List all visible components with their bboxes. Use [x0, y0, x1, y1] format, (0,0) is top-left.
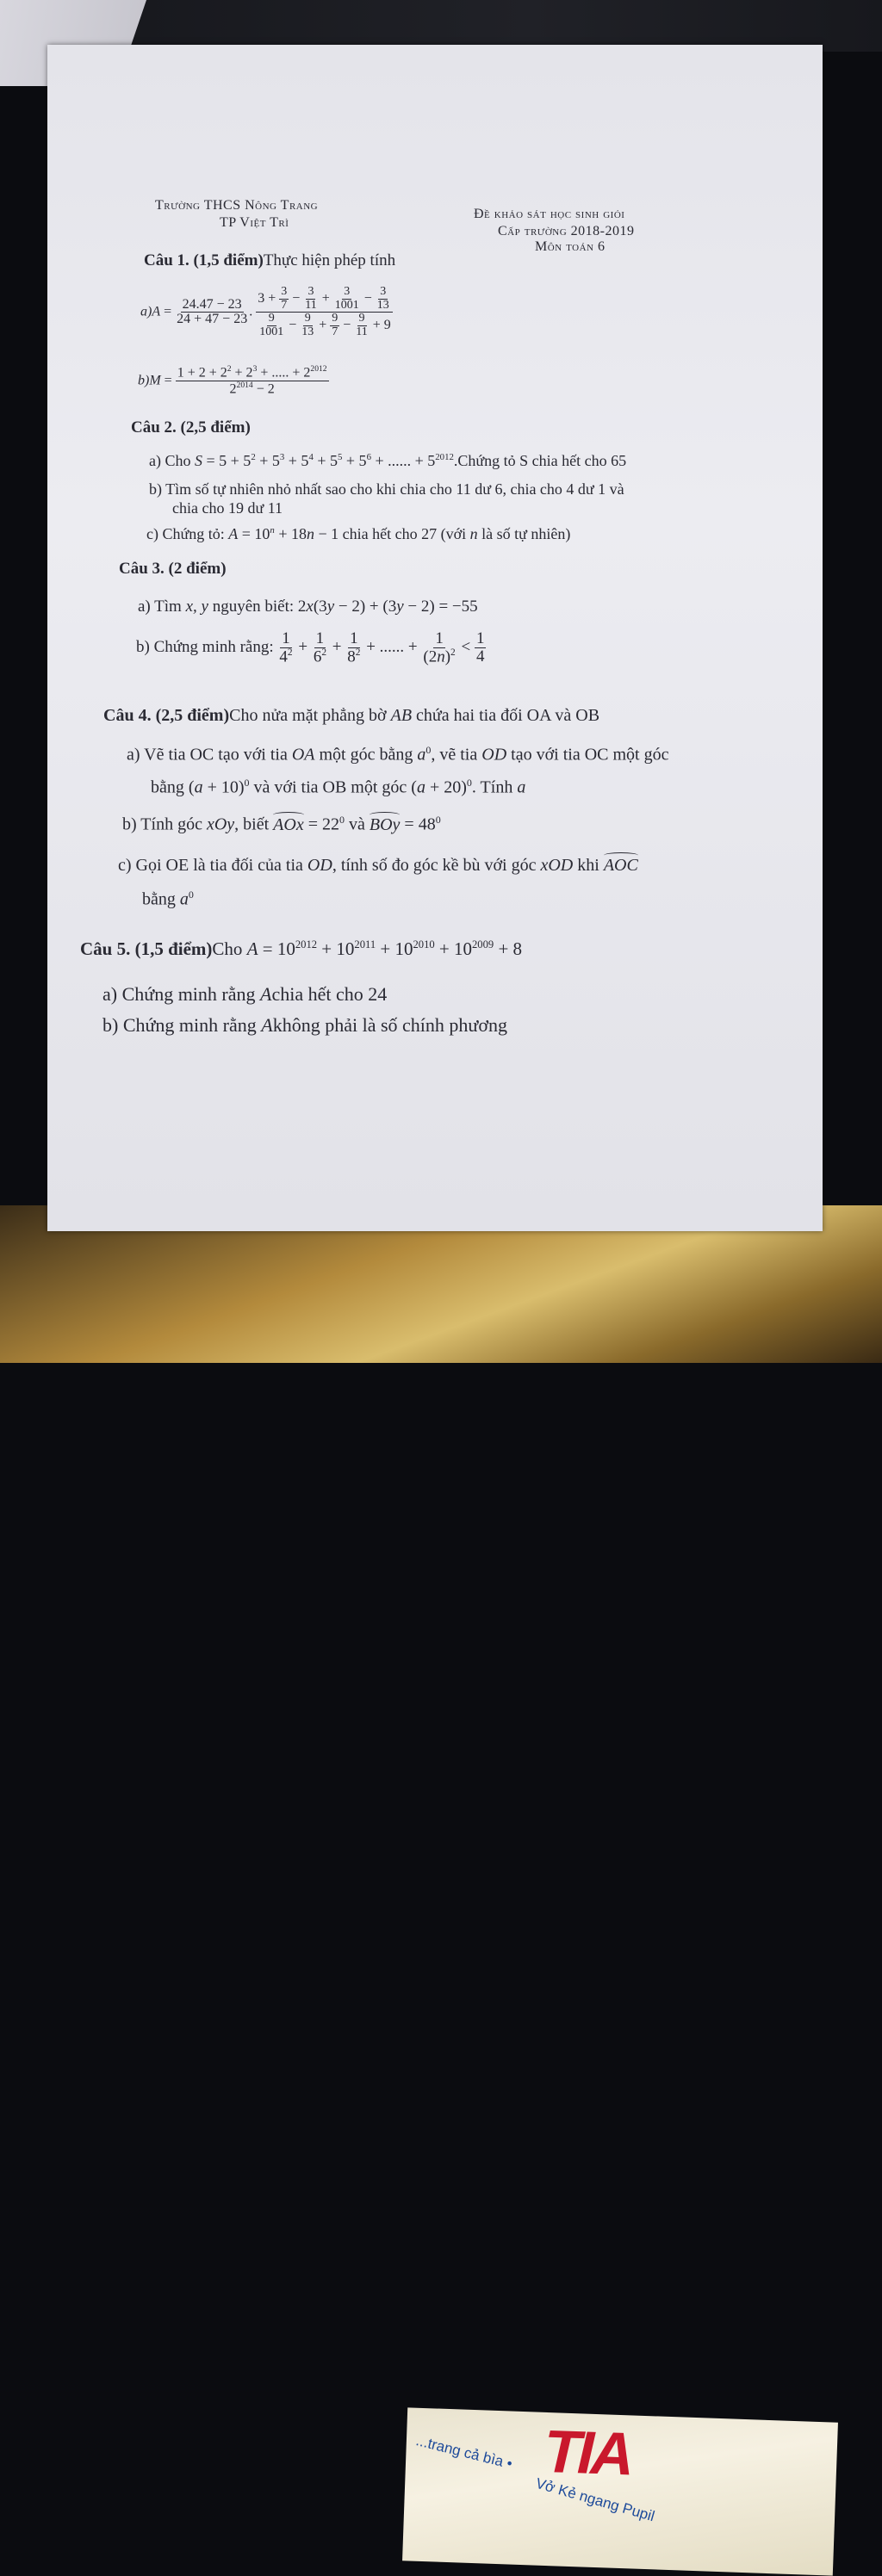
question-3b: b) Chứng minh rằng: $\frac{1}{4^2}$ + $\frac{1}{6^2}$ + $\frac{1}{8^2}$ + ...... + $\frac{1}{(2n)^2}$ < $\frac{1}{4}$: [136, 629, 485, 666]
question-4b: b) Tính góc xOy, biết AOx = $22^0$ và BOy = $48^0$: [122, 814, 441, 834]
question-1a-expression: a)A = $\frac{24.47 - 23}{24 + 47 - 23}$ . 3 + $\frac{3}{7}$ − $\frac{3}{11}$ + $\frac{3}{1001}$ − $\frac{3}{13}$ $\frac{9}{1001}$ − $\frac{9}{13}$ + $\frac{9}{7}$ − $\frac{9}{11}$ + 9: [140, 285, 391, 339]
question-2b-line2: chia cho 19 dư 11: [172, 499, 283, 517]
question-4c-line1: c) Gọi OE là tia đối của tia OD, tính số đo góc kề bù với góc xOD khi AOC: [118, 856, 638, 875]
exam-subject: Môn toán 6: [535, 239, 606, 254]
notebook-cover: [402, 2407, 838, 2575]
question-4a-line2: bằng $(a + 10)^0$ và với tia OB một góc $(a + 20)^0$. Tính a: [151, 777, 526, 797]
exam-level-year: Cấp trường 2018-2019: [498, 224, 635, 238]
city-name: TP Việt Trì: [220, 215, 289, 230]
question-5b: b) Chứng minh rằng Akhông phải là số chính phương: [102, 1014, 507, 1036]
school-name: Trường THCS Nông Trang: [155, 198, 319, 213]
exam-title: Đề khảo sát học sinh giỏi: [474, 207, 625, 221]
question-1b-expression: b)M = $\frac{1 + 2 + 2^2 + 2^3 + ..... + 2^{2012}}{2^{2014} - 2}$: [138, 364, 327, 397]
question-2c: c) Chứng tỏ: $A = 10^n + 18n - 1$ chia hết cho 27 (với n là số tự nhiên): [146, 525, 571, 542]
question-5-heading: Câu 5. (1,5 điểm)Cho $A = 10^{2012} + 10^{2011} + 10^{2010} + 10^{2009} + 8$: [80, 938, 523, 959]
question-4a-line1: a) Vẽ tia OC tạo với tia OA một góc bằng $a^0$, vẽ tia OD tạo với tia OC một góc: [127, 744, 669, 765]
question-2b-line1: b) Tìm số tự nhiên nhỏ nhất sao cho khi chia cho 11 dư 6, chia cho 4 dư 1 và: [149, 480, 624, 498]
notebook-logo: TIA: [543, 2417, 632, 2488]
question-2a: a) Cho $S = 5 + 5^2 + 5^3 + 5^4 + 5^5 + 5^6$ + ...... + $5^{2012}.Chứng$ tỏ S chia hết cho 65: [149, 452, 627, 469]
question-3a: a) Tìm x, y nguyên biết: 2x(3y − 2) + (3y − 2) = −55: [138, 598, 478, 616]
exam-paper: [47, 45, 823, 1231]
notebook-text-brand: Vở Kẻ ngang Pupil: [533, 2474, 657, 2525]
question-3-heading: Câu 3. (2 điểm): [119, 560, 227, 578]
question-2-heading: Câu 2. (2,5 điểm): [131, 418, 251, 437]
notebook-text-pages: ...trang cả bìa •: [413, 2432, 514, 2473]
question-4c-line2: bằng $a^0$: [142, 889, 194, 909]
question-5a: a) Chứng minh rằng Achia hết cho 24: [102, 983, 388, 1005]
question-4-heading: Câu 4. (2,5 điểm)Cho nửa mặt phẳng bờ AB chứa hai tia đối OA và OB: [103, 706, 600, 725]
question-1-heading: Câu 1. (1,5 điểm)Thực hiện phép tính: [144, 251, 396, 269]
